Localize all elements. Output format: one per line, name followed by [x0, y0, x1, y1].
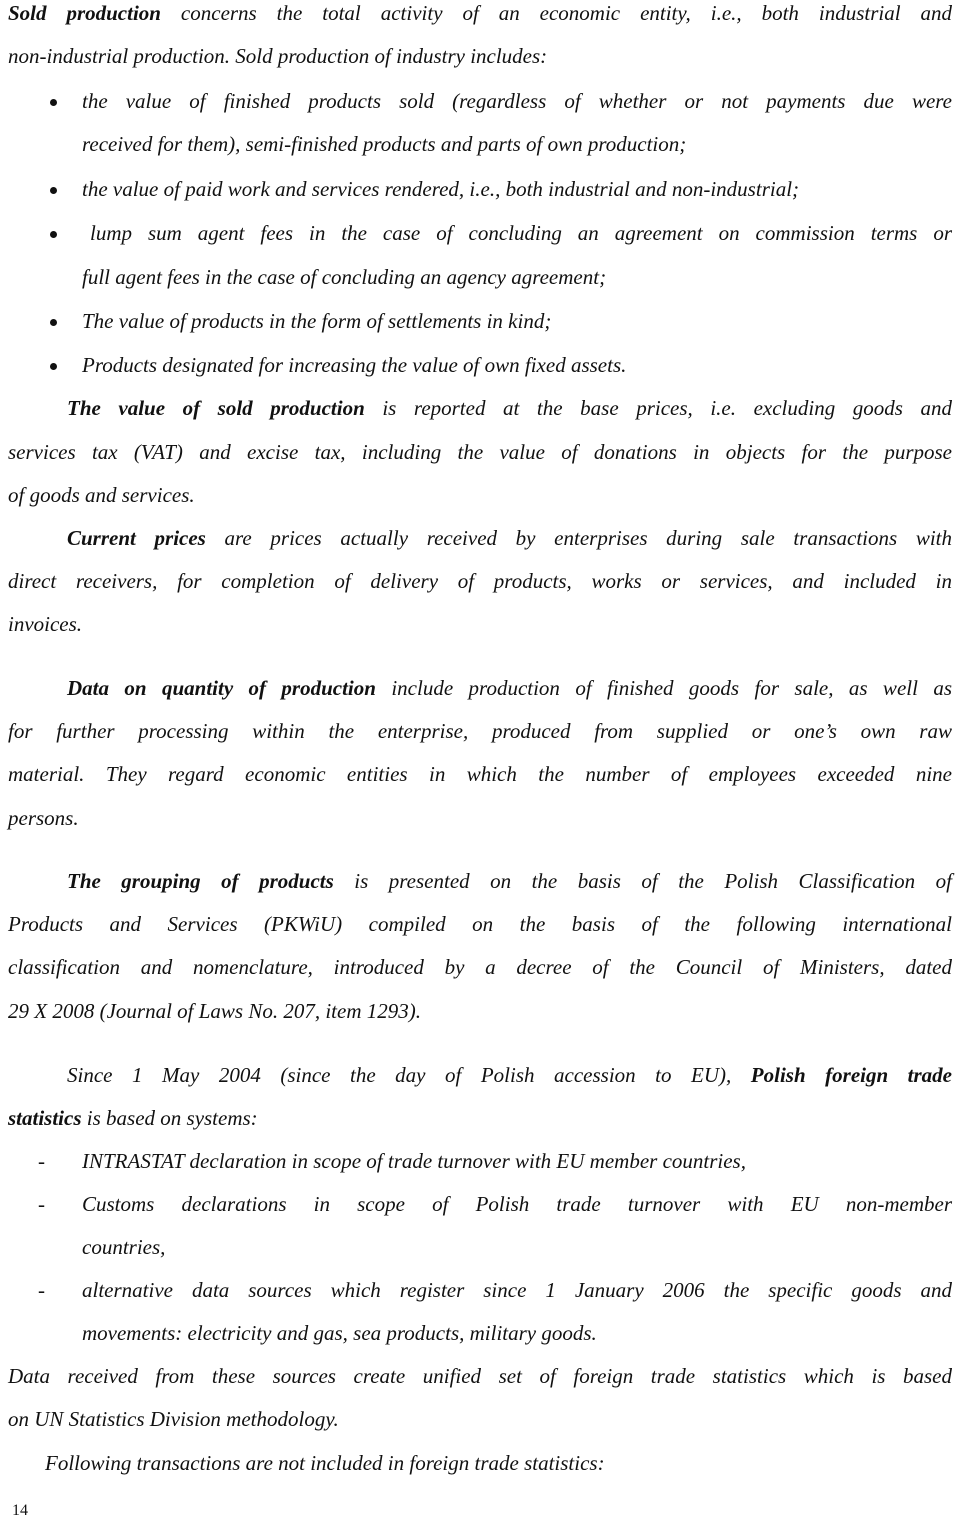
bullet-2: the value of paid work and services rendered, i.e., both industrial and non-industrial; — [82, 177, 800, 201]
term-value-of-sold-production: The value of sold production — [67, 396, 365, 420]
text-span: is reported at the base prices, i.e. excluding goods and — [364, 396, 953, 420]
dash-item-1: INTRASTAT declaration in scope of trade turnover with EU member countries, — [82, 1149, 746, 1173]
dash-item-2-line-2: countries, — [82, 1235, 166, 1259]
sold-production-para-line-2: non-industrial production. Sold production of industry includes: — [8, 44, 548, 68]
value-para-line-3: of goods and services. — [8, 483, 195, 507]
quantity-para-line-2: for further processing within the enterprise, produced from supplied or one’s own raw — [8, 719, 952, 743]
bullet-5: Products designated for increasing the value of own fixed assets. — [82, 353, 627, 377]
quantity-para-line-3: material. They regard economic entities in which the number of employees exceeded nine — [8, 762, 952, 786]
term-sold-production: Sold production — [8, 1, 161, 25]
current-prices-para-line-1 — [67, 528, 952, 549]
dash-marker: - — [38, 1149, 45, 1173]
dash-marker: - — [38, 1192, 45, 1216]
grouping-para-line-1 — [67, 871, 952, 892]
text-span: are prices actually received by enterprises during sale transactions with — [205, 526, 952, 550]
bullet-dot — [50, 363, 57, 370]
term-grouping-of-products: The grouping of products — [67, 869, 334, 893]
bullet-3-line-2: full agent fees in the case of concluding an agency agreement; — [82, 265, 607, 289]
dash-marker: - — [38, 1278, 45, 1302]
text-span: concerns the total activity of an economic entity, i.e., both industrial and — [160, 1, 952, 25]
current-prices-para-line-3: invoices. — [8, 612, 83, 636]
bullet-dot — [50, 99, 57, 106]
bullet-1-line-2: received for them), semi-finished products and parts of own production; — [82, 132, 687, 156]
dash-item-3-line-2: movements: electricity and gas, sea products, military goods. — [82, 1321, 597, 1345]
text-span: Since 1 May 2004 (since the day of Polish accession to EU), — [67, 1063, 751, 1087]
bullet-dot — [50, 187, 57, 194]
quantity-para-line-1 — [67, 678, 952, 699]
term-current-prices: Current prices — [67, 526, 206, 550]
bullet-1-line-1: the value of finished products sold (regardless of whether or not payments due were — [82, 89, 952, 113]
text-span: is presented on the basis of the Polish Classification of — [333, 869, 952, 893]
trade-para-line-1 — [67, 1065, 952, 1086]
grouping-para-line-4: 29 X 2008 (Journal of Laws No. 207, item 1293). — [8, 999, 421, 1023]
grouping-para-line-3: classification and nomenclature, introduced by a decree of the Council of Ministers, dated — [8, 955, 952, 979]
text-span: include production of finished goods for sale, as well as — [375, 676, 952, 700]
sources-para-line-2: on UN Statistics Division methodology. — [8, 1407, 339, 1431]
dash-item-2-line-1: Customs declarations in scope of Polish trade turnover with EU non-member — [82, 1192, 952, 1216]
value-para-line-1 — [67, 398, 952, 419]
term-polish-foreign-trade: Polish foreign trade — [750, 1063, 952, 1087]
bullet-dot — [50, 231, 57, 238]
trade-para-line-2 — [8, 1108, 258, 1129]
bullet-3-line-1: lump sum agent fees in the case of concluding an agreement on commission terms or — [90, 221, 952, 245]
text-span: is based on systems: — [81, 1106, 258, 1130]
grouping-para-line-2: Products and Services (PKWiU) compiled on the basis of the following international — [8, 912, 952, 936]
bullet-dot — [50, 319, 57, 326]
bullet-4: The value of products in the form of settlements in kind; — [82, 309, 552, 333]
dash-item-3-line-1: alternative data sources which register since 1 January 2006 the specific goods and — [82, 1278, 952, 1302]
value-para-line-2: services tax (VAT) and excise tax, including the value of donations in objects for the purpose — [8, 440, 952, 464]
following-transactions-line: Following transactions are not included in foreign trade statistics: — [45, 1451, 605, 1475]
sold-production-para-line-1 — [8, 3, 952, 24]
sources-para-line-1: Data received from these sources create unified set of foreign trade statistics which is based — [8, 1364, 952, 1388]
page-number: 14 — [12, 1502, 28, 1519]
quantity-para-line-4: persons. — [8, 806, 79, 830]
current-prices-para-line-2: direct receivers, for completion of delivery of products, works or services, and included in — [8, 569, 952, 593]
term-data-on-quantity: Data on quantity of production — [67, 676, 376, 700]
term-statistics: statistics — [8, 1106, 82, 1130]
